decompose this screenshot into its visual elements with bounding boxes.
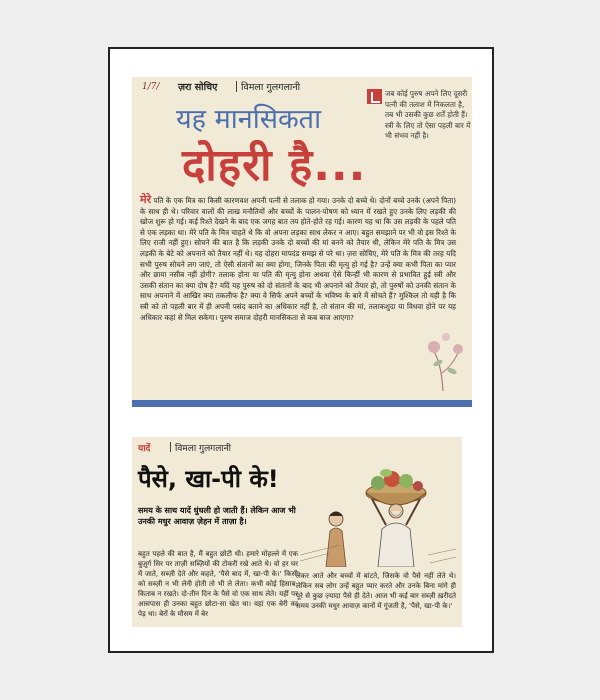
article-text: पति के एक मित्र का किसी कारणवश अपनी पत्नी से तलाक हो गया। उनके दो बच्चे थे। दोनों बच्चे उनके (अपने पिता) के साथ ही थे। परिवार वालों की लाख मनौतियों और बच्चों के पालन-पोषण को ध्यान में रखते हुए उनके लिए लड़की की खोज शुरू हो गई। कई रिश्ते देखने के बाद एक जगह बात तय होते-होते रह गई। कारण यह था कि उस लड़की के पहले पति से एक लड़का था। मेरे पति के मित्र चाहते थे कि वो अपना लड़का साथ लेकर न आए। बहुत समझाने पर भी वो इस रिश्ते के लिए राजी नहीं हुए। सोचने की बात है कि लड़की उनके दो बच्चों की मां बनने को तैयार थी, लेकिन मेरे पति के मित्र उस लड़की के बेटे को अपनाने को तैयार नहीं थे। यह दोहरा मापदंड समझ से परे था। ज़रा सोचिए, मेरे पति के मित्र की तरह यदि सभी पुरुष सोचने लग जाएं, तो ऐसी संतानों का क्या होगा, जिनके पिता की मृत्यु हो गई है? उन्हें क्या कभी पिता का प्यार और छाया नसीब नहीं होगी? तलाक होना या पति की मृत्यु होना अथवा ऐसे किन्हीं भी कारण से प्रभावित हुई स्त्री और उसकी संतान का क्या दोष है? यदि यह पुरुष को दो संतानों के बाद भी अपनाने को तैयार हो, तो पुरुषों को उनकी संतान के साथ अपनाने में आखिर क्या तकलीफ है? क्या वे सिर्फ अपने बच्चों के भविष्य के बारे में सोचते हैं? मुश्किल तो यही है कि स्त्री को तो पहली बार में ही अपनी पसंद बताने का अधिकार नहीं है, तो संतान की मां, तलाकशुदा या विधवा होने पर यह अधिकार कहां से मिल सकेगा। पुरुष समाज दोहरी मानसिकता से कब बाज आएगा? (140, 196, 456, 322)
intro-text: समय के साथ यादें धुंधली हो जाती हैं। लेकिन आज भी उनकी मधुर आवाज़ ज़ेहन में ताज़ा है। (138, 506, 296, 526)
article-column-2: लेकर आते और बच्चों में बांटते, जिसके वो पैसे नहीं लेते थे। लेकिन सब लोग उन्हें बहुत प्यार करते और उनके बिना मांगे ही पूरे से कुछ ज़्यादा पैसे ही देते। आज भी कई बार सब्ज़ी ख़रीदते समय उनकी मधुर आवाज़ कानों में गूंजती है, 'पैसे, खा-पी के।' (296, 572, 456, 610)
article-dropcap: मेरे (140, 193, 152, 206)
kicker-divider (170, 442, 171, 452)
clipping-1 (132, 77, 472, 407)
flower-decoration-icon (420, 327, 466, 391)
corner-bracket-icon (367, 89, 382, 104)
clipping-2 (132, 437, 462, 627)
kicker-divider (236, 81, 237, 92)
handwritten-date: 1/7/ (142, 82, 160, 92)
article-body (140, 195, 456, 323)
headline: पैसे, खा-पी के! (138, 465, 279, 493)
author: विमला गुलगलानी (241, 82, 301, 93)
article-column-1: बहुत पहले की बात है, मैं बहुत छोटी थी। हमारे मोहल्ले में एक बुज़ुर्ग सिर पर ताज़ी सब्ज़ियों की टोकरी रखे आते थे। वो हर घर में जाते, सब्ज़ी देते और कहते, 'पैसे बाद में, खा-पी के।' किसी को सब्ज़ी न भी लेनी होती तो भी ले लेता। कभी कोई हिसाब-किताब न रखते। दो-तीन दिन के पैसे वो एक साथ लेते। यहीं पर आसपास ही उनका बहुत छोटा-सा खेत था। वहां एक बेरी का पेड़ था। बेरों के मौसम में बेर (138, 550, 298, 618)
headline-line-1: यह मानसिकता (176, 104, 322, 135)
side-note-text: जब कोई पुरुष अपने लिए दूसरी पत्नी की तलाश में निकलता है, तब भी उसकी कुछ शर्तें होती हैं। स्त्री के लिए तो ऐसा पहली बार में भी संभव नहीं है। (385, 89, 471, 140)
bottom-accent-bar (132, 400, 472, 407)
headline-line-2: दोहरी है... (182, 140, 367, 191)
kicker: यादें (138, 444, 151, 454)
author: विमला गुलगलानी (175, 444, 232, 454)
vegetable-seller-illustration (300, 459, 456, 567)
kicker: ज़रा सोचिए (178, 82, 218, 93)
